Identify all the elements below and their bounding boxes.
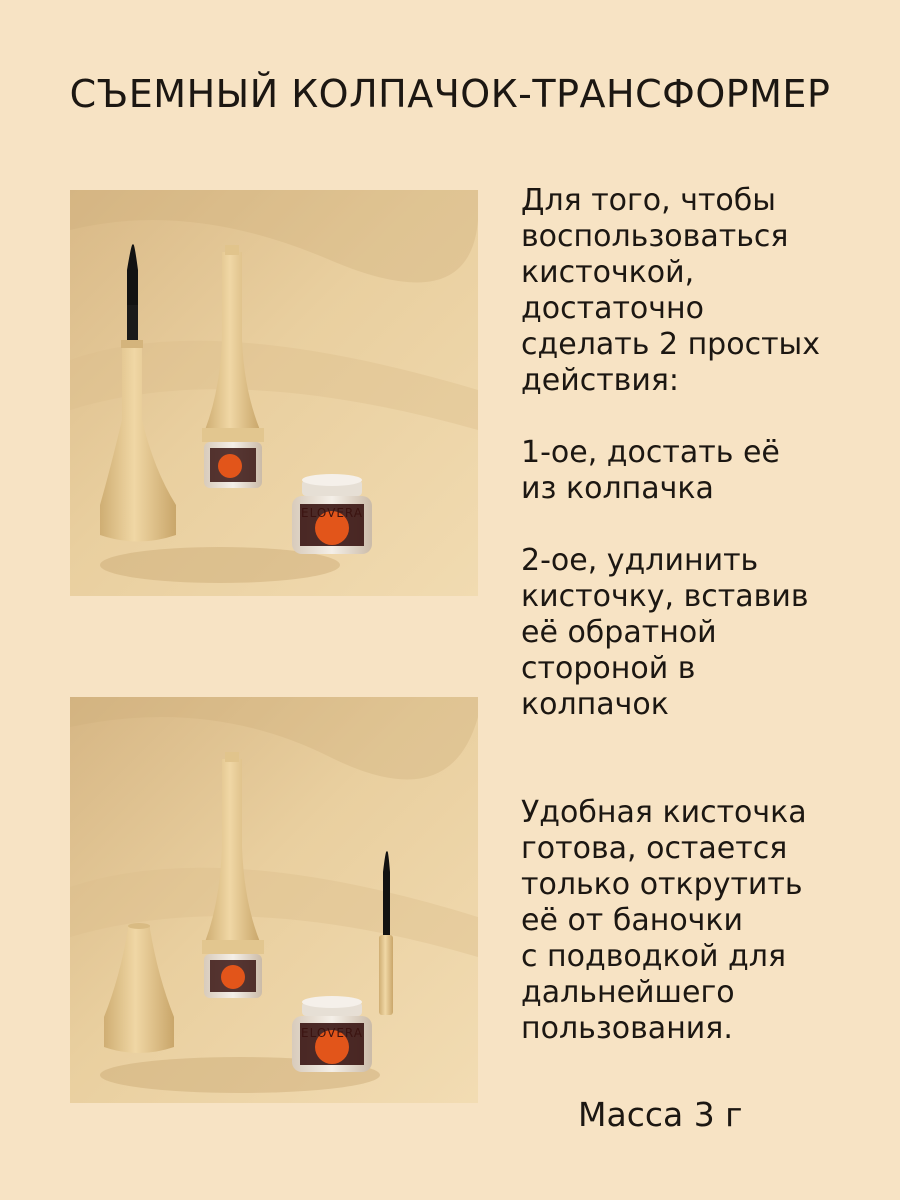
- intro-line: достаточно: [521, 291, 704, 326]
- product-mass: Масса 3 г: [578, 1095, 743, 1134]
- ready-description: [521, 795, 881, 1047]
- instructions-step-1: [521, 435, 881, 507]
- ready-line: с подводкой для: [521, 939, 786, 974]
- ready-line: Удобная кисточка: [521, 795, 807, 830]
- page-title: СЪЕМНЫЙ КОЛПАЧОК-ТРАНСФОРМЕР: [69, 72, 831, 116]
- intro-line: сделать 2 простых: [521, 327, 820, 362]
- product-photo-bottom: [70, 697, 478, 1103]
- jar-brand-label-top: ELOVERA: [301, 506, 363, 520]
- ready-line: дальнейшего: [521, 975, 735, 1010]
- step2-line: кисточку, вставив: [521, 579, 809, 614]
- step2-line: её обратной: [521, 615, 717, 650]
- intro-line: действия:: [521, 363, 679, 398]
- step1-line: 1-ое, достать её: [521, 435, 780, 470]
- step1-line: из колпачка: [521, 471, 714, 506]
- intro-line: воспользоваться: [521, 219, 789, 254]
- step2-line: стороной в: [521, 651, 696, 686]
- ready-line: готова, остается: [521, 831, 788, 866]
- step2-line: 2-ое, удлинить: [521, 543, 759, 578]
- intro-line: кисточкой,: [521, 255, 695, 290]
- instructions-step-2: [521, 543, 881, 723]
- jar-brand-label-bottom: ELOVERA: [301, 1026, 363, 1040]
- ready-line: её от баночки: [521, 903, 744, 938]
- instructions-block: [521, 183, 881, 723]
- ready-line: только открутить: [521, 867, 803, 902]
- instructions-intro: [521, 183, 881, 399]
- product-photo-top: [70, 190, 478, 596]
- intro-line: Для того, чтобы: [521, 183, 776, 218]
- ready-line: пользования.: [521, 1011, 733, 1046]
- step2-line: колпачок: [521, 687, 669, 722]
